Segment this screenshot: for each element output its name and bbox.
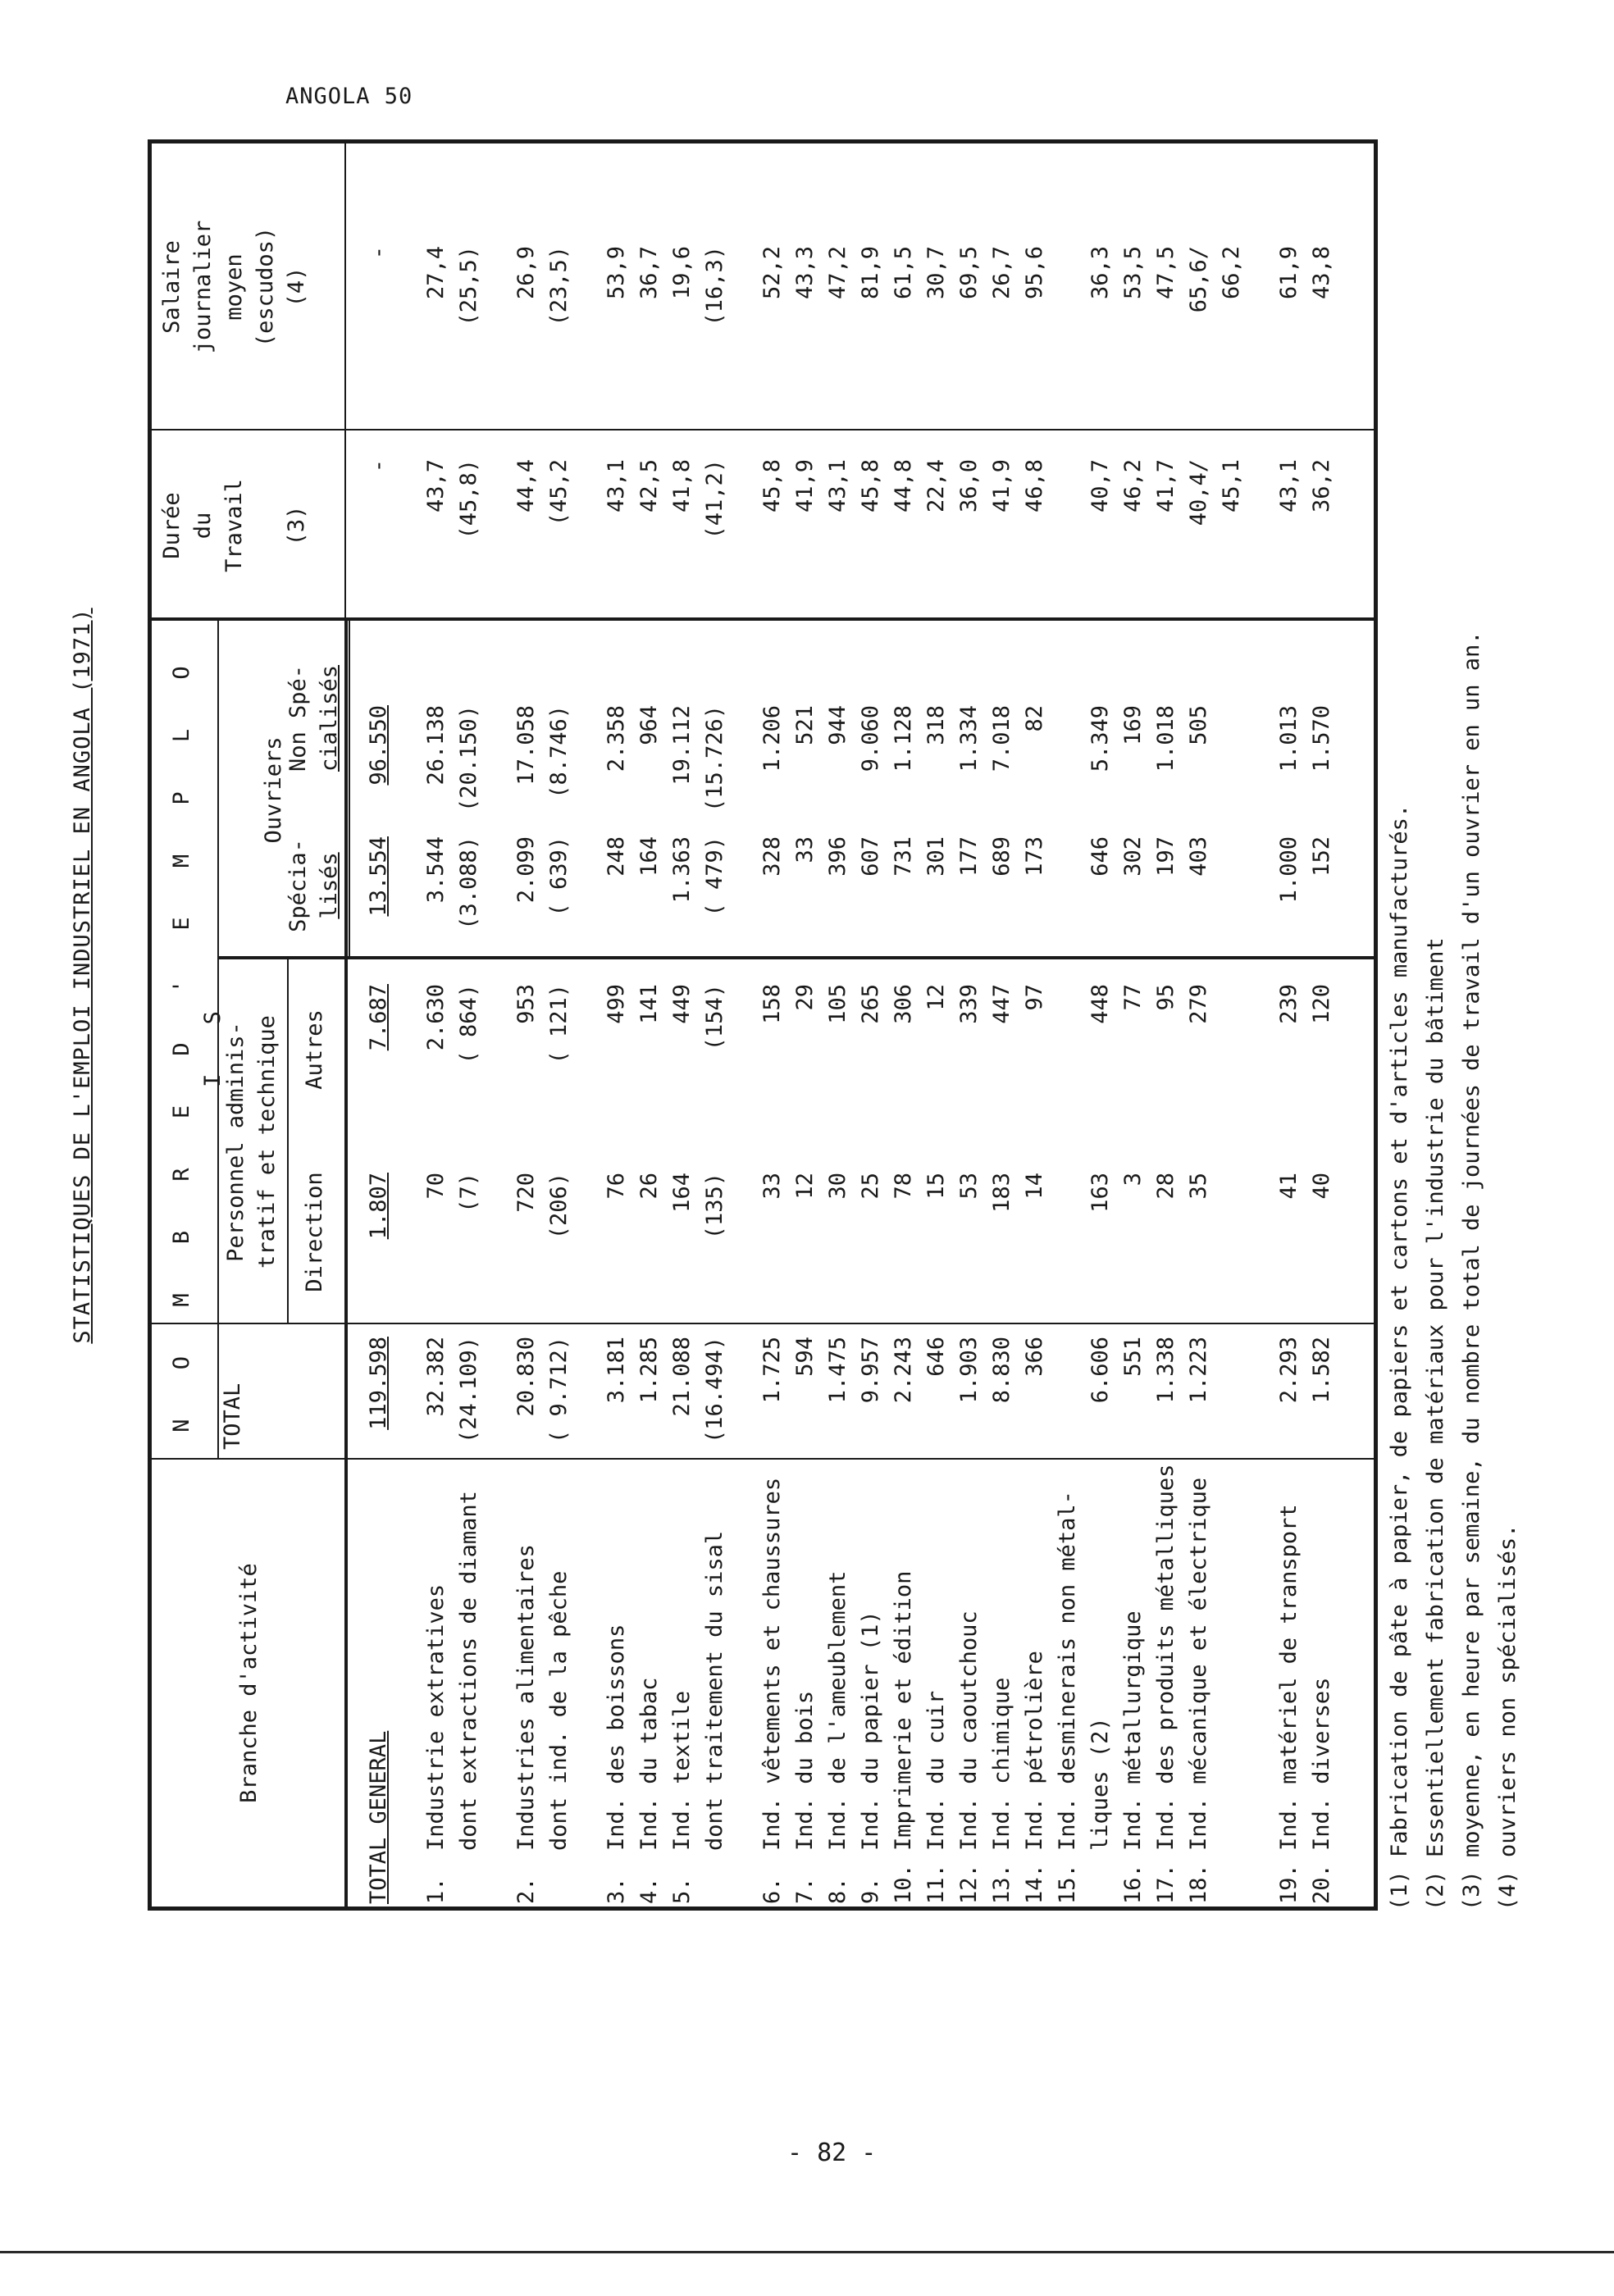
header-salaire-line4: (escudos) — [253, 226, 278, 348]
cell-salaire: 36,7 — [636, 246, 662, 300]
row-label: 8. Ind. de l'ameublement — [825, 1570, 850, 1904]
cell-specialises: 164 — [636, 836, 662, 877]
cell-autres: 953 — [513, 984, 539, 1024]
cell-autres: 141 — [636, 984, 662, 1024]
header-specialises — [283, 816, 345, 955]
cell-specialises: 33 — [792, 836, 818, 863]
cell-specialises: 197 — [1153, 836, 1179, 877]
cell-duree: 40,7 — [1087, 459, 1113, 513]
header-duree-line1: Durée — [159, 492, 185, 559]
cell-total: 1.285 — [636, 1337, 662, 1404]
cell-duree: 46,8 — [1022, 459, 1047, 513]
page-number: - 82 - — [787, 2139, 877, 2167]
cell-salaire: 61,5 — [891, 246, 916, 300]
row-label: 1. Industrie extratives — [423, 1583, 449, 1904]
header-salaire-line1: Salaire — [159, 240, 185, 334]
cell-duree: 36,2 — [1309, 459, 1334, 513]
cell-specialises: 152 — [1309, 836, 1334, 877]
cell-duree: 22,4 — [923, 459, 949, 513]
row-label: 19. Ind. matériel de transport — [1276, 1504, 1302, 1904]
cell-non-specialises: 521 — [792, 705, 818, 745]
cell-duree: 45,8 — [759, 459, 785, 513]
cell-non-specialises: 2.358 — [604, 705, 629, 772]
cell-total: 3.181 — [604, 1337, 629, 1404]
row-label: dont extractions de diamant — [456, 1491, 481, 1904]
cell-salaire: 53,5 — [1120, 246, 1146, 300]
cell-duree: 43,1 — [604, 459, 629, 513]
cell-duree: 46,2 — [1120, 459, 1146, 513]
cell-autres: 12 — [923, 984, 949, 1011]
cell-specialises: ( 639) — [546, 836, 572, 917]
header-non-line2: cialisés — [317, 664, 342, 772]
cell-specialises: 248 — [604, 836, 629, 877]
cell-direction: 25 — [858, 1173, 883, 1200]
cell-autres: 97 — [1022, 984, 1047, 1011]
cell-non-specialises: 1.570 — [1309, 705, 1334, 772]
cell-salaire: 95,6 — [1022, 246, 1047, 300]
cell-duree: 45,8 — [858, 459, 883, 513]
cell-total: (24.109) — [456, 1337, 481, 1444]
cell-autres: 449 — [669, 984, 695, 1024]
cell-total: 551 — [1120, 1337, 1146, 1377]
cell-direction: 14 — [1022, 1173, 1047, 1200]
cell-specialises: (3.088) — [456, 836, 481, 930]
footnote: (2) Essentiellement fabrication de matériaux pour l'industrie du bâtiment — [1423, 937, 1448, 1911]
header-salaire-line2: journalier — [190, 220, 216, 354]
cell-specialises: 1.363 — [669, 836, 695, 904]
cell-specialises: 302 — [1120, 836, 1146, 877]
cell-specialises: 328 — [759, 836, 785, 877]
row-label: 20. Ind. diverses — [1309, 1677, 1334, 1904]
header-spec-line2: lisés — [317, 852, 342, 919]
cell-total: (16.494) — [702, 1337, 727, 1444]
cell-non-specialises: 1.206 — [759, 705, 785, 772]
cell-duree: 44,8 — [891, 459, 916, 513]
cell-salaire: (23,5) — [546, 246, 572, 326]
cell-total: 32.382 — [423, 1337, 449, 1417]
cell-direction: 70 — [423, 1173, 449, 1200]
cell-total: 1.475 — [825, 1337, 850, 1404]
cell-autres: 105 — [825, 984, 850, 1024]
cell-direction: 12 — [792, 1173, 818, 1200]
row-label: 9. Ind. du papier (1) — [858, 1610, 883, 1904]
header-personnel-line2: tratif et technique — [254, 1015, 280, 1269]
header-salaire-line3: moyen — [221, 253, 247, 321]
cell-salaire: 81,9 — [858, 246, 883, 300]
cell-specialises: 2.099 — [513, 836, 539, 904]
cell-direction: 78 — [891, 1173, 916, 1200]
cell-salaire: 47,5 — [1153, 246, 1179, 300]
rule-under-ouvriers — [349, 621, 350, 959]
cell-direction: 35 — [1186, 1173, 1211, 1200]
cell-specialises: ( 479) — [702, 836, 727, 917]
cell-salaire: 65,6/ — [1186, 246, 1211, 313]
cell-non-specialises: 1.334 — [956, 705, 982, 772]
page-header: ANGOLA 50 — [285, 84, 413, 109]
cell-direction: 30 — [825, 1173, 850, 1200]
cell-non-specialises: 1.128 — [891, 705, 916, 772]
cell-specialises: 731 — [891, 836, 916, 877]
cell-non-specialises: 5.349 — [1087, 705, 1113, 772]
cell-salaire: 30,7 — [923, 246, 949, 300]
cell-autres: 29 — [792, 984, 818, 1011]
cell-duree: (41,2) — [702, 459, 727, 540]
bottom-rule — [0, 2251, 1614, 2253]
cell-autres: 95 — [1153, 984, 1179, 1011]
cell-duree: - — [366, 459, 391, 473]
cell-non-specialises: 1.018 — [1153, 705, 1179, 772]
rule-total — [152, 1323, 1374, 1324]
cell-direction: 720 — [513, 1173, 539, 1213]
cell-total: 594 — [792, 1337, 818, 1377]
cell-total: 2.293 — [1276, 1337, 1302, 1404]
cell-specialises: 301 — [923, 836, 949, 877]
cell-total: 20.830 — [513, 1337, 539, 1417]
cell-salaire: 19,6 — [669, 246, 695, 300]
cell-non-specialises: 9.060 — [858, 705, 883, 772]
header-personnel-line1: Personnel adminis- — [223, 1022, 248, 1262]
cell-direction: (135) — [702, 1173, 727, 1240]
cell-total: 8.830 — [989, 1337, 1014, 1404]
cell-salaire: 43,8 — [1309, 246, 1334, 300]
cell-salaire: - — [366, 246, 391, 260]
cell-direction: 41 — [1276, 1173, 1302, 1200]
cell-autres: 447 — [989, 984, 1014, 1024]
row-label: 6. Ind. vêtements et chaussures — [759, 1477, 785, 1904]
cell-non-specialises: 964 — [636, 705, 662, 745]
header-duree-line3: Travail — [221, 479, 247, 572]
cell-specialises: 3.544 — [423, 836, 449, 904]
cell-non-specialises: 505 — [1186, 705, 1211, 745]
cell-autres: 448 — [1087, 984, 1113, 1024]
row-label: 14. Ind. pétrolière — [1022, 1651, 1047, 1904]
cell-total: 9.957 — [858, 1337, 883, 1404]
cell-duree: (45,2 — [546, 459, 572, 526]
cell-duree: (45,8) — [456, 459, 481, 540]
cell-duree: 42,5 — [636, 459, 662, 513]
cell-total: 2.243 — [891, 1337, 916, 1404]
cell-salaire: 26,9 — [513, 246, 539, 300]
cell-duree: 41,9 — [792, 459, 818, 513]
row-label: 17. Ind. des produits métalliques — [1153, 1464, 1179, 1904]
cell-direction: 1.807 — [366, 1173, 391, 1240]
cell-salaire: 69,5 — [956, 246, 982, 300]
cell-direction: 183 — [989, 1173, 1014, 1213]
cell-direction: 28 — [1153, 1173, 1179, 1200]
cell-salaire: (16,3) — [702, 246, 727, 326]
cell-duree: 41,8 — [669, 459, 695, 513]
header-spec-line1: Spécia- — [285, 839, 311, 932]
row-label: dont traitement du sisal — [702, 1530, 727, 1904]
row-label: 11. Ind. du cuir — [923, 1690, 949, 1904]
cell-specialises: 646 — [1087, 836, 1113, 877]
rotated-table-page — [66, 74, 1521, 2042]
cell-autres: 120 — [1309, 984, 1334, 1024]
cell-total: 119.598 — [366, 1337, 391, 1430]
cell-direction: 53 — [956, 1173, 982, 1200]
header-non-specialises — [283, 621, 345, 816]
cell-non-specialises: 26.138 — [423, 705, 449, 786]
cell-autres: 2.630 — [423, 984, 449, 1051]
cell-autres: ( 121) — [546, 984, 572, 1064]
row-label: 12. Ind. du caoutchouc — [956, 1610, 982, 1904]
row-label: 4. Ind. du tabac — [636, 1677, 662, 1904]
rule-under-personnel — [287, 959, 289, 1324]
header-total: TOTAL — [220, 1383, 245, 1450]
cell-non-specialises: (20.150) — [456, 705, 481, 813]
cell-non-specialises: 318 — [923, 705, 949, 745]
cell-duree: 43,1 — [825, 459, 850, 513]
cell-total: 646 — [923, 1337, 949, 1377]
cell-specialises: 607 — [858, 836, 883, 877]
cell-specialises: 173 — [1022, 836, 1047, 877]
cell-duree: 43,7 — [423, 459, 449, 513]
cell-salaire: 61,9 — [1276, 246, 1302, 300]
cell-specialises: 403 — [1186, 836, 1211, 877]
cell-salaire: 36,3 — [1087, 246, 1113, 300]
cell-total: ( 9.712) — [546, 1337, 572, 1444]
cell-direction: 163 — [1087, 1173, 1113, 1213]
cell-autres: 77 — [1120, 984, 1146, 1011]
row-label: liques (2) — [1087, 1717, 1113, 1904]
header-duree — [157, 430, 312, 621]
cell-autres: 239 — [1276, 984, 1302, 1024]
header-direction: Direction — [302, 1172, 327, 1292]
header-duree-line2: du — [190, 512, 216, 540]
cell-duree: 44,4 — [513, 459, 539, 513]
cell-non-specialises: 19.112 — [669, 705, 695, 786]
footnote: (1) Fabrication de pâte à papier, de papiers et cartons et d'articles manufacturés. — [1387, 804, 1412, 1911]
cell-non-specialises: 7.018 — [989, 705, 1014, 772]
cell-non-specialises: 17.058 — [513, 705, 539, 786]
cell-non-specialises: 82 — [1022, 705, 1047, 732]
header-ouvriers: Ouvriers — [261, 736, 286, 844]
cell-autres: 339 — [956, 984, 982, 1024]
cell-direction: (206) — [546, 1173, 572, 1240]
header-branche: Branche d'activité — [236, 1563, 262, 1803]
cell-total: 1.223 — [1186, 1337, 1211, 1404]
cell-autres: 265 — [858, 984, 883, 1024]
cell-duree: 41,7 — [1153, 459, 1179, 513]
cell-salaire: (25,5) — [456, 246, 481, 326]
row-label: 5. Ind. textile — [669, 1690, 695, 1904]
cell-direction: 15 — [923, 1173, 949, 1200]
cell-non-specialises: (8.746) — [546, 705, 572, 799]
cell-specialises: 13.554 — [366, 836, 391, 917]
row-label: 10. Imprimerie et édition — [891, 1570, 916, 1904]
cell-direction: 33 — [759, 1173, 785, 1200]
table-title: STATISTIQUES DE L'EMPLOI INDUSTRIEL EN ANGOLA (1971) — [70, 608, 95, 1344]
row-label: 15. Ind. desminerais non métal- — [1055, 1491, 1080, 1904]
rule-head-bottom-right — [344, 144, 346, 621]
cell-salaire: 27,4 — [423, 246, 449, 300]
cell-autres: 306 — [891, 984, 916, 1024]
cell-specialises: 177 — [956, 836, 982, 877]
cell-duree: 41,9 — [989, 459, 1014, 513]
cell-salaire: 26,7 — [989, 246, 1014, 300]
header-autres: Autres — [302, 1009, 327, 1090]
row-label: 18. Ind. mécanique et électrique — [1186, 1477, 1211, 1904]
cell-autres: 158 — [759, 984, 785, 1024]
cell-non-specialises: 944 — [825, 705, 850, 745]
cell-duree: 43,1 — [1276, 459, 1302, 513]
cell-direction: 26 — [636, 1173, 662, 1200]
header-salaire-note: (4) — [284, 266, 309, 308]
header-personnel — [221, 959, 283, 1324]
row-label: TOTAL GENERAL — [366, 1730, 391, 1904]
cell-direction: (7) — [456, 1173, 481, 1213]
row-label: 7. Ind. du bois — [792, 1690, 818, 1904]
header-salaire — [157, 144, 312, 430]
cell-salaire: 52,2 — [759, 246, 785, 300]
cell-non-specialises: (15.726) — [702, 705, 727, 813]
cell-total: 6.606 — [1087, 1337, 1113, 1404]
cell-non-specialises: 96.550 — [366, 705, 391, 786]
cell-total: 1.725 — [759, 1337, 785, 1404]
cell-total: 1.582 — [1309, 1337, 1334, 1404]
cell-duree: 45,1 — [1219, 459, 1244, 513]
cell-total: 1.903 — [956, 1337, 982, 1404]
footnote: (3) moyenne, en heure par semaine, du nombre total de journées de travail d'un ouvrier en un an. — [1459, 631, 1484, 1911]
cell-salaire: 47,2 — [825, 246, 850, 300]
cell-duree: 36,0 — [956, 459, 982, 513]
cell-salaire: 43,3 — [792, 246, 818, 300]
cell-autres: 279 — [1186, 984, 1211, 1024]
cell-autres: ( 864) — [456, 984, 481, 1064]
cell-autres: (154) — [702, 984, 727, 1051]
row-label: 16. Ind. métallurgique — [1120, 1610, 1146, 1904]
cell-specialises: 689 — [989, 836, 1014, 877]
row-label: 3. Ind. des boissons — [604, 1624, 629, 1904]
cell-autres: 499 — [604, 984, 629, 1024]
cell-non-specialises: 1.013 — [1276, 705, 1302, 772]
header-nombre: N O M B R E D ' E M P L O I S — [169, 648, 226, 1433]
header-duree-note: (3) — [284, 505, 309, 546]
row-label: 2. Industries alimentaires — [513, 1544, 539, 1904]
cell-specialises: 396 — [825, 836, 850, 877]
cell-total: 21.088 — [669, 1337, 695, 1417]
header-non-line1: Non Spé- — [285, 664, 311, 772]
cell-direction: 164 — [669, 1173, 695, 1213]
cell-salaire: 66,2 — [1219, 246, 1244, 300]
cell-salaire: 53,9 — [604, 246, 629, 300]
cell-total: 366 — [1022, 1337, 1047, 1377]
cell-duree: 40,4/ — [1186, 459, 1211, 526]
rule-duree — [152, 429, 1374, 430]
footnotes — [1382, 631, 1526, 1911]
cell-autres: 7.687 — [366, 984, 391, 1051]
footnote: (4) ouvriers non spécialisés. — [1495, 1524, 1521, 1911]
row-label: 13. Ind. chimique — [989, 1677, 1014, 1904]
cell-direction: 40 — [1309, 1173, 1334, 1200]
cell-direction: 3 — [1120, 1173, 1146, 1187]
row-label: dont ind. de la pêche — [546, 1570, 572, 1904]
cell-non-specialises: 169 — [1120, 705, 1146, 745]
cell-direction: 76 — [604, 1173, 629, 1200]
cell-total: 1.338 — [1153, 1337, 1179, 1404]
cell-specialises: 1.000 — [1276, 836, 1302, 904]
